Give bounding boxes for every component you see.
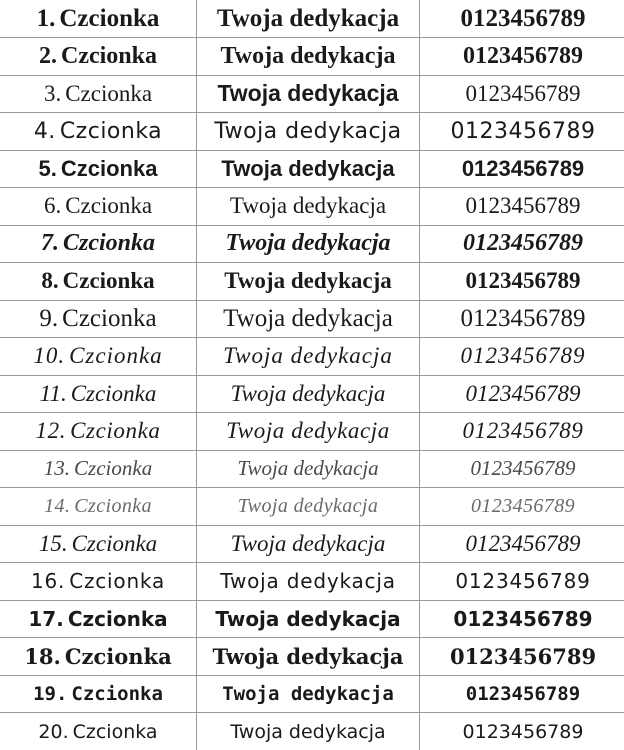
digits-cell: 0123456789 — [465, 530, 581, 556]
font-name-cell — [0, 713, 197, 750]
digits-cell: 0123456789 — [463, 42, 583, 69]
font-name-cell — [0, 300, 197, 338]
dedication-cell: Twoja dedykacja — [197, 188, 420, 226]
digits-cell: 0123456789 — [471, 494, 575, 517]
dedication-cell: Twoja dedykacja — [197, 300, 420, 338]
font-name-cell — [0, 188, 197, 226]
digits-cell: 0123456789 — [453, 606, 593, 631]
digits-cell: 0123456789 — [465, 193, 581, 219]
font-name-cell — [0, 450, 197, 488]
font-name-label: Czcionka — [59, 4, 160, 32]
dedication-cell: Twoja dedykacja — [197, 638, 420, 676]
font-name-cell — [0, 38, 197, 76]
digits-cell: 0123456789 — [460, 343, 586, 369]
digits-cell: 0123456789 — [462, 418, 584, 444]
font-name-label: Czcionka — [65, 193, 153, 219]
digits-cell: 0123456789 — [460, 4, 586, 32]
font-name-label: Czcionka — [60, 155, 158, 181]
font-name-label: Czcionka — [71, 682, 163, 705]
row-index: 17. — [28, 606, 64, 631]
digits-cell: 0123456789 — [465, 380, 581, 406]
dedication-cell: Twoja dedykacja — [197, 75, 420, 113]
dedication-cell: Twoja dedykacja — [197, 450, 420, 488]
font-name-cell — [0, 413, 197, 451]
font-name-cell — [0, 113, 197, 151]
table-row — [0, 188, 624, 226]
font-name-label: Czcionka — [64, 643, 172, 669]
font-name-cell — [0, 638, 197, 676]
digits-cell: 0123456789 — [462, 720, 584, 743]
table-row — [0, 638, 624, 676]
row-index: 2. — [39, 42, 57, 69]
dedication-cell: Twoja dedykacja — [197, 225, 420, 263]
font-name-label: Czcionka — [71, 530, 158, 556]
table-row — [0, 525, 624, 563]
font-name-cell — [0, 375, 197, 413]
row-index: 20. — [38, 720, 69, 743]
dedication-cell: Twoja dedykacja — [197, 675, 420, 713]
digits-cell: 0123456789 — [465, 682, 581, 705]
table-row — [0, 488, 624, 526]
font-name-cell — [0, 338, 197, 376]
font-name-label: Czcionka — [59, 118, 163, 144]
font-name-cell — [0, 150, 197, 188]
row-index: 11. — [39, 380, 67, 406]
row-index: 8. — [41, 268, 59, 294]
digits-cell: 0123456789 — [461, 155, 585, 181]
font-name-label: Czcionka — [61, 42, 157, 69]
row-index: 16. — [30, 569, 66, 594]
font-name-cell — [0, 525, 197, 563]
table-row — [0, 38, 624, 76]
row-index: 3. — [43, 80, 62, 106]
digits-cell: 0123456789 — [470, 456, 576, 481]
table-row — [0, 338, 624, 376]
font-name-label: Czcionka — [69, 343, 163, 369]
font-name-cell — [0, 0, 197, 38]
table-row — [0, 563, 624, 601]
font-name-cell — [0, 263, 197, 301]
dedication-cell: Twoja dedykacja — [197, 113, 420, 151]
row-index: 9. — [39, 304, 59, 332]
font-name-label: Czcionka — [65, 80, 153, 106]
row-index: 10. — [33, 343, 66, 369]
row-index: 14. — [44, 494, 71, 517]
dedication-cell: Twoja dedykacja — [197, 600, 420, 638]
dedication-cell: Twoja dedykacja — [197, 413, 420, 451]
digits-cell: 0123456789 — [449, 643, 597, 669]
font-name-cell — [0, 225, 197, 263]
font-name-cell — [0, 600, 197, 638]
dedication-cell: Twoja dedykacja — [197, 375, 420, 413]
dedication-cell: Twoja dedykacja — [197, 38, 420, 76]
digits-cell: 0123456789 — [463, 230, 583, 257]
row-index: 18. — [24, 643, 61, 669]
dedication-cell: Twoja dedykacja — [197, 0, 420, 38]
font-name-label: Czcionka — [62, 304, 157, 332]
table-row — [0, 600, 624, 638]
dedication-cell: Twoja dedykacja — [197, 150, 420, 188]
font-name-label: Czcionka — [74, 456, 153, 481]
table-row — [0, 375, 624, 413]
font-name-label: Czcionka — [62, 230, 155, 257]
row-index: 5. — [38, 155, 57, 181]
row-index: 1. — [36, 4, 56, 32]
table-row — [0, 225, 624, 263]
dedication-cell: Twoja dedykacja — [197, 563, 420, 601]
table-row — [0, 0, 624, 38]
dedication-cell: Twoja dedykacja — [197, 713, 420, 750]
row-index: 15. — [38, 530, 68, 556]
font-name-cell — [0, 675, 197, 713]
digits-cell: 0123456789 — [455, 569, 591, 594]
font-name-label: Czcionka — [72, 720, 158, 743]
table-row — [0, 450, 624, 488]
row-index: 4. — [33, 118, 56, 144]
font-name-label: Czcionka — [70, 418, 161, 444]
table-row — [0, 263, 624, 301]
table-row — [0, 113, 624, 151]
table-row — [0, 300, 624, 338]
dedication-cell: Twoja dedykacja — [197, 488, 420, 526]
row-index: 13. — [43, 456, 71, 481]
row-index: 6. — [43, 193, 62, 219]
font-name-cell — [0, 563, 197, 601]
font-name-label: Czcionka — [67, 606, 168, 631]
dedication-cell: Twoja dedykacja — [197, 338, 420, 376]
dedication-cell: Twoja dedykacja — [197, 525, 420, 563]
row-index: 19. — [33, 682, 68, 705]
table-row — [0, 75, 624, 113]
row-index: 12. — [35, 418, 67, 444]
digits-cell: 0123456789 — [460, 304, 586, 332]
table-row — [0, 150, 624, 188]
dedication-cell: Twoja dedykacja — [197, 263, 420, 301]
digits-cell: 0123456789 — [465, 268, 581, 294]
font-name-label: Czcionka — [70, 380, 157, 406]
digits-cell: 0123456789 — [450, 118, 596, 144]
font-name-label: Czcionka — [62, 268, 155, 294]
table-row — [0, 675, 624, 713]
table-row — [0, 713, 624, 750]
font-name-cell — [0, 488, 197, 526]
font-name-label: Czcionka — [69, 569, 166, 594]
font-name-cell — [0, 75, 197, 113]
row-index: 7. — [40, 230, 59, 257]
table-row — [0, 413, 624, 451]
digits-cell: 0123456789 — [465, 80, 581, 106]
font-name-label: Czcionka — [74, 494, 152, 517]
